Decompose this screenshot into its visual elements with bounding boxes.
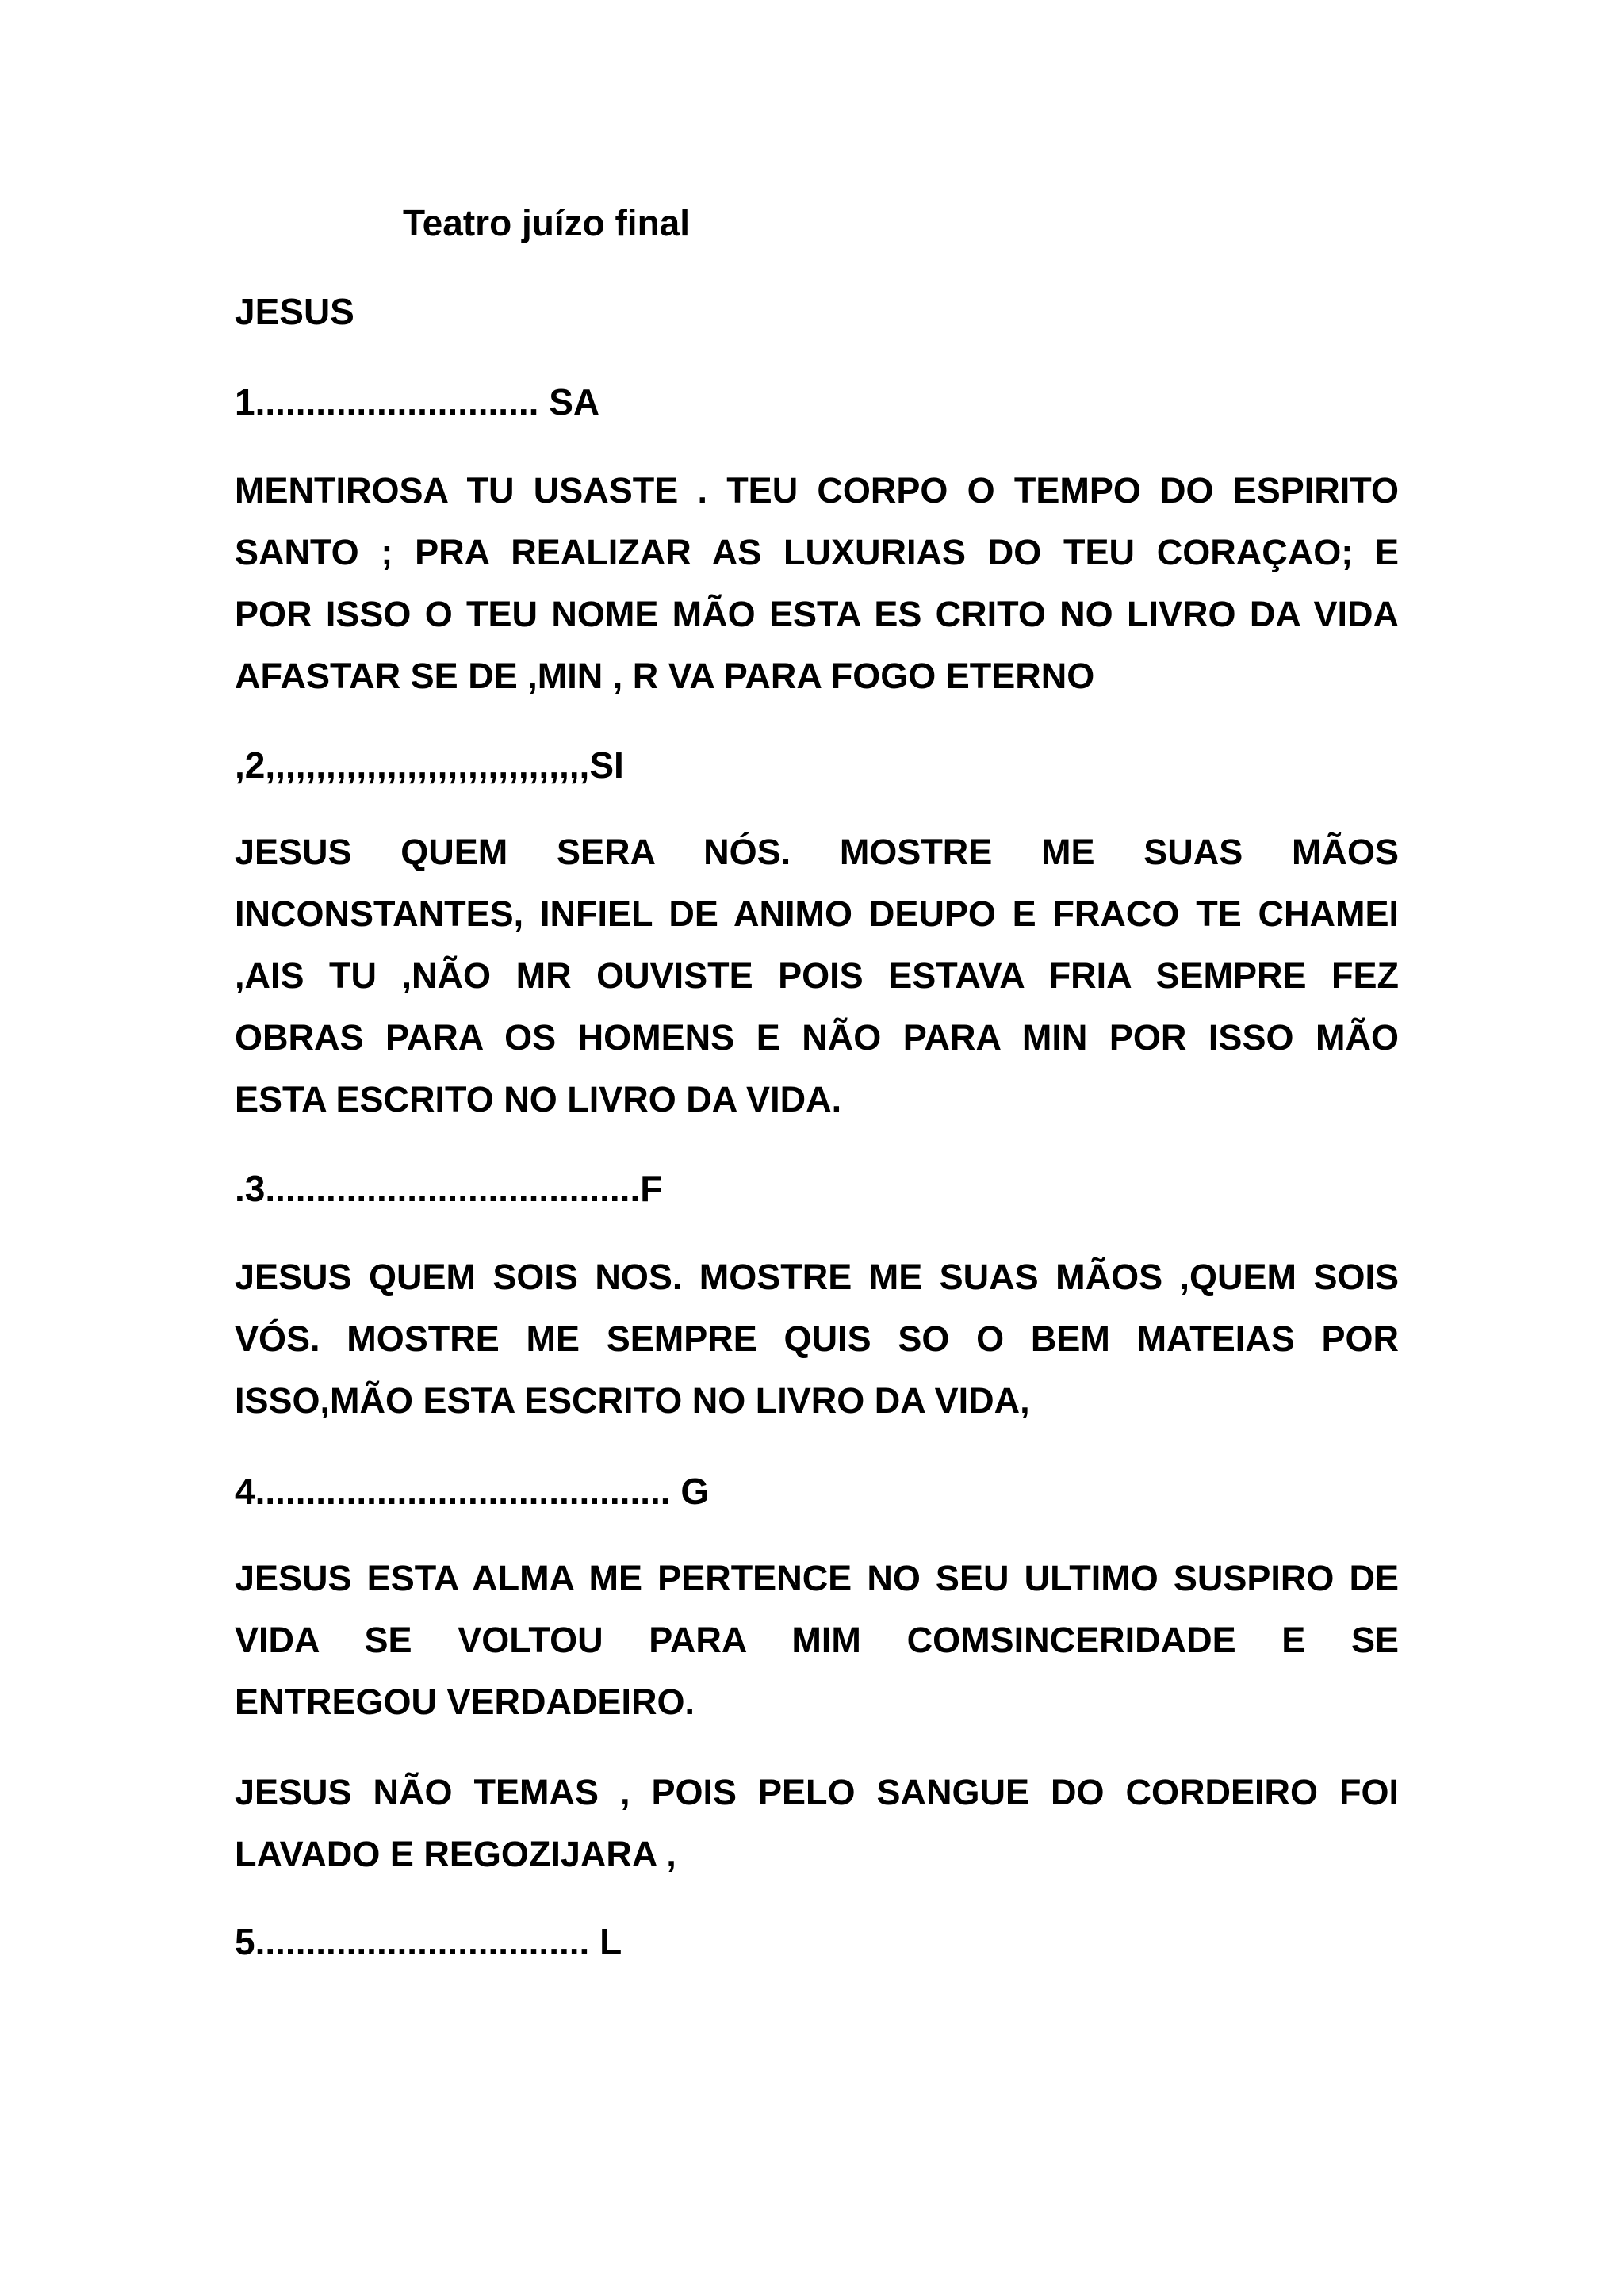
paragraph-1 <box>235 460 1399 707</box>
paragraph-5 <box>235 1762 1399 1885</box>
scene-marker-1: 1............................ SA <box>235 381 600 423</box>
paragraph-line: ISSO,MÃO ESTA ESCRITO NO LIVRO DA VIDA, <box>235 1380 1030 1421</box>
scene-marker-2: ,2,,,,,,,,,,,,,,,,,,,,,,,,,,,,,,,,SI <box>235 744 624 786</box>
paragraph-line: VÓS. MOSTRE ME SEMPRE QUIS SO O BEM MATEIAS POR <box>235 1318 1399 1359</box>
paragraph-line: OBRAS PARA OS HOMENS E NÃO PARA MIN POR ISSO MÃO <box>235 1017 1399 1058</box>
paragraph-2 <box>235 821 1399 1131</box>
speaker-label: JESUS <box>235 291 354 332</box>
paragraph-line: SANTO ; PRA REALIZAR AS LUXURIAS DO TEU CORAÇAO; E <box>235 532 1399 572</box>
paragraph-line: ESTA ESCRITO NO LIVRO DA VIDA. <box>235 1079 842 1119</box>
paragraph-line: JESUS ESTA ALMA ME PERTENCE NO SEU ULTIMO SUSPIRO DE <box>235 1558 1399 1598</box>
paragraph-4 <box>235 1548 1399 1733</box>
paragraph-line: POR ISSO O TEU NOME MÃO ESTA ES CRITO NO LIVRO DA VIDA <box>235 594 1399 634</box>
paragraph-line: JESUS QUEM SERA NÓS. MOSTRE ME SUAS MÃOS <box>235 832 1399 872</box>
paragraph-line: JESUS QUEM SOIS NOS. MOSTRE ME SUAS MÃOS ,QUEM SOIS <box>235 1257 1399 1297</box>
scene-marker-3: .3.....................................F <box>235 1168 663 1209</box>
paragraph-line: VIDA SE VOLTOU PARA MIM COMSINCERIDADE E SE <box>235 1620 1399 1660</box>
paragraph-line: MENTIROSA TU USASTE . TEU CORPO O TEMPO DO ESPIRITO <box>235 470 1399 511</box>
paragraph-line: INCONSTANTES, INFIEL DE ANIMO DEUPO E FRACO TE CHAMEI <box>235 894 1399 934</box>
paragraph-line: AFASTAR SE DE ,MIN , R VA PARA FOGO ETERNO <box>235 656 1095 696</box>
paragraph-line: ENTREGOU VERDADEIRO. <box>235 1682 695 1722</box>
paragraph-3 <box>235 1246 1399 1432</box>
scene-marker-4: 4......................................... G <box>235 1471 710 1512</box>
scene-marker-5: 5................................. L <box>235 1921 622 1962</box>
paragraph-line: ,AIS TU ,NÃO MR OUVISTE POIS ESTAVA FRIA SEMPRE FEZ <box>235 955 1399 996</box>
paragraph-line: JESUS NÃO TEMAS , POIS PELO SANGUE DO CORDEIRO FOI <box>235 1772 1399 1812</box>
page-title: Teatro juízo final <box>403 202 691 243</box>
paragraph-line: LAVADO E REGOZIJARA , <box>235 1834 676 1874</box>
